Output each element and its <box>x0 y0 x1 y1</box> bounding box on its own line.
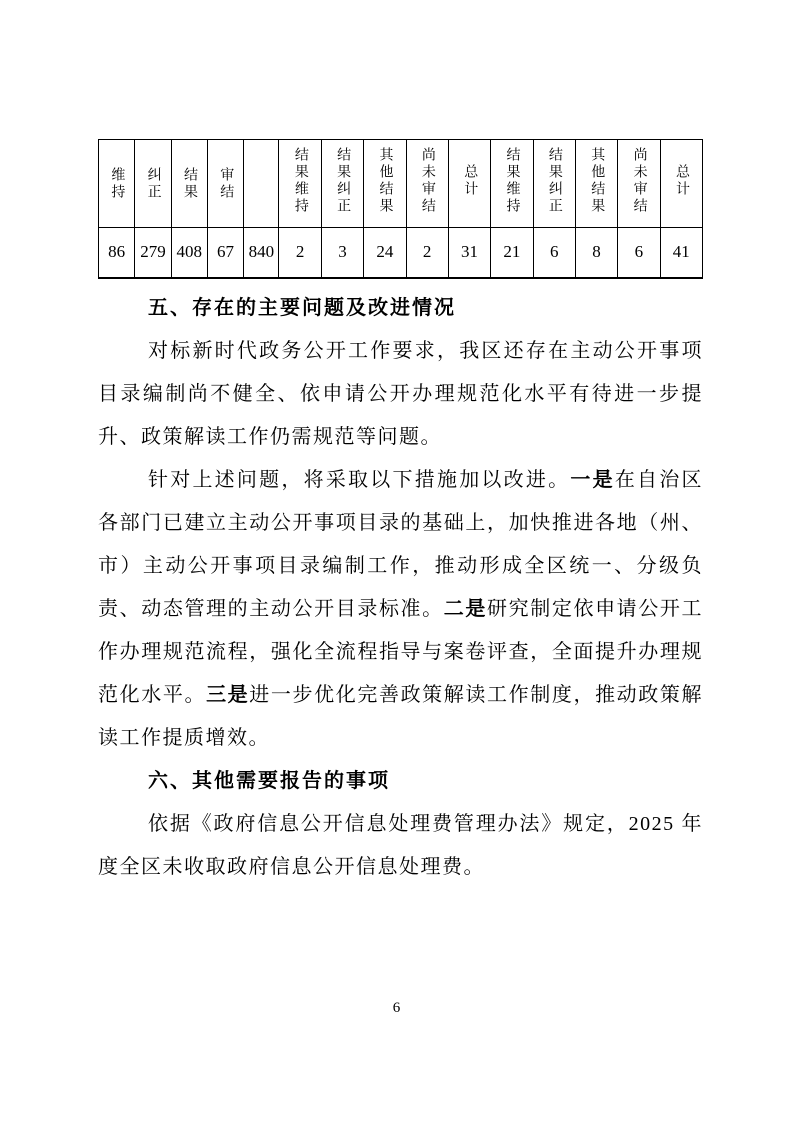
table-header-cell-empty <box>244 140 279 228</box>
table-value-cell: 2 <box>406 228 448 278</box>
section-6-paragraph-1: 依据《政府信息公开信息处理费管理办法》规定，2025 年度全区未收取政府信息公开信息处理费。 <box>98 812 703 878</box>
section-6-heading: 六、其他需要报告的事项 <box>148 769 390 792</box>
table-header-cell <box>135 140 171 228</box>
body-text <box>98 287 703 889</box>
content-area <box>98 139 703 889</box>
header-label: 尚未审结 <box>419 147 435 215</box>
table-value-cell: 21 <box>491 228 533 278</box>
table-header-cell <box>533 140 575 228</box>
table-header-cell <box>171 140 207 228</box>
table-header-cell <box>618 140 660 228</box>
table-data-row <box>99 228 703 278</box>
table-value-cell: 279 <box>135 228 171 278</box>
header-label: 结果纠正 <box>335 147 351 215</box>
table-header-cell <box>279 140 321 228</box>
table-value-cell: 2 <box>279 228 321 278</box>
page-number: 6 <box>392 1000 401 1016</box>
section-5-heading: 五、存在的主要问题及改进情况 <box>148 296 456 319</box>
table-value-cell: 31 <box>448 228 490 278</box>
table-header-cell <box>660 140 702 228</box>
table-header-cell <box>207 140 243 228</box>
table-value-cell: 41 <box>660 228 702 278</box>
header-label: 结果 <box>181 166 197 201</box>
header-label: 总计 <box>673 164 689 198</box>
table-value-cell: 840 <box>244 228 279 278</box>
table-header-cell <box>448 140 490 228</box>
header-label: 其他结果 <box>589 147 605 215</box>
table-value-cell: 408 <box>171 228 207 278</box>
header-label: 维持 <box>109 166 125 201</box>
table-header-cell <box>575 140 617 228</box>
table-value-cell: 67 <box>207 228 243 278</box>
table-value-cell: 86 <box>99 228 135 278</box>
header-label: 结果纠正 <box>546 147 562 215</box>
header-label: 结果维持 <box>292 147 308 215</box>
section-5-paragraph-2: 针对上述问题，将采取以下措施加以改进。一是在自治区各部门已建立主动公开事项目录的基础上，加快推进各地（州、市）主动公开事项目录编制工作，推动形成全区统一、分级负责、动态管理的主动公开目录标准。二是研究制定依申请公开工作办理规范流程，强化全流程指导与案卷评查，全面提升办理规范化水平。三是进一步优化完善政策解读工作制度，推动政策解读工作提质增效。 <box>98 468 704 749</box>
table-value-cell: 6 <box>533 228 575 278</box>
table-header-cell <box>99 140 135 228</box>
section-5-paragraph-1: 对标新时代政务公开工作要求，我区还存在主动公开事项目录编制尚不健全、依申请公开办理规范化水平有待进一步提升、政策解读工作仍需规范等问题。 <box>98 339 703 448</box>
table-header-cell <box>364 140 406 228</box>
table-value-cell: 8 <box>575 228 617 278</box>
table-value-cell: 3 <box>321 228 363 278</box>
table-header-cell <box>491 140 533 228</box>
table-value-cell: 24 <box>364 228 406 278</box>
table-value-cell: 6 <box>618 228 660 278</box>
table-header-row <box>99 140 703 228</box>
header-label: 尚未审结 <box>631 147 647 215</box>
table-header-cell <box>321 140 363 228</box>
statistics-table <box>98 139 703 279</box>
table-header-cell <box>406 140 448 228</box>
header-label: 结果维持 <box>504 147 520 215</box>
header-label: 总计 <box>462 164 478 198</box>
header-label: 其他结果 <box>377 147 393 215</box>
header-label: 审结 <box>218 166 234 201</box>
header-label: 纠正 <box>145 166 161 201</box>
